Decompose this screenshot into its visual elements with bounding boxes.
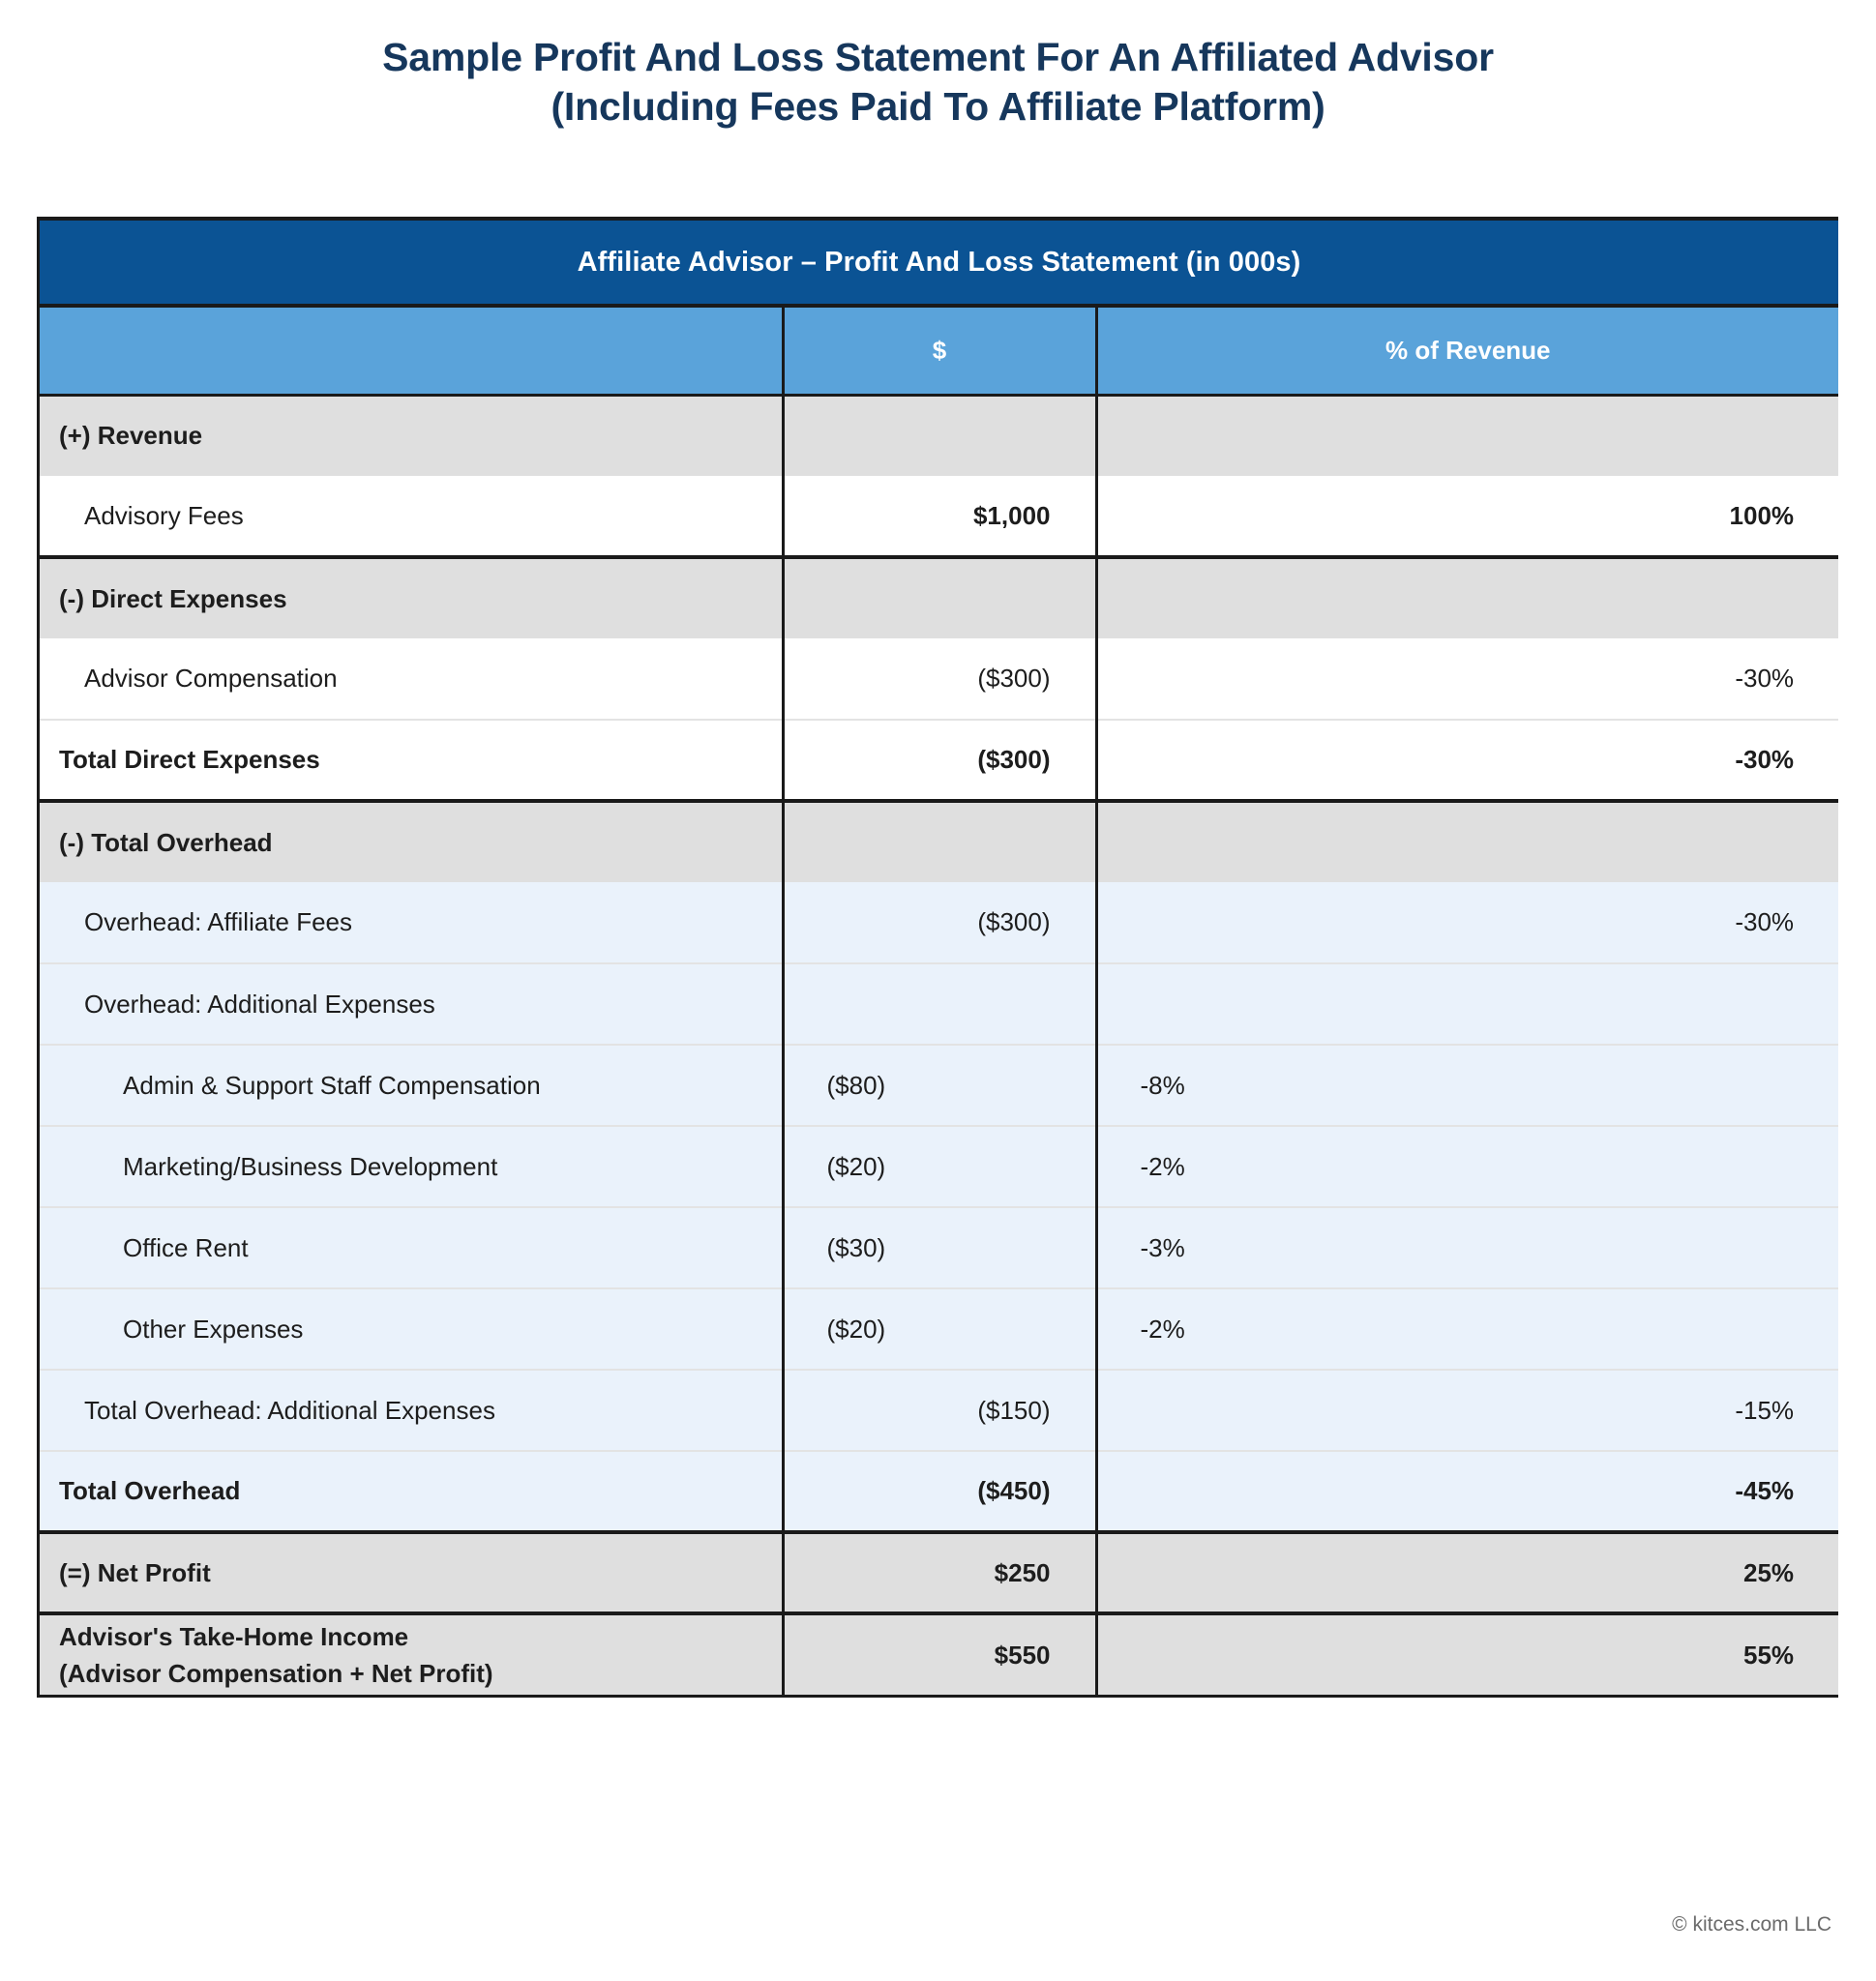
page-title-line-1: Sample Profit And Loss Statement For An Affiliated Advisor [382, 35, 1494, 79]
row-percent: -2% [1096, 1288, 1838, 1370]
row-label: Overhead: Additional Expenses [84, 989, 435, 1019]
row-label: (-) Direct Expenses [59, 583, 287, 613]
row-dollar: $550 [783, 1613, 1096, 1695]
row-percent [1096, 963, 1838, 1045]
row-label: Advisor Compensation [84, 664, 338, 693]
row-dollar: ($300) [783, 720, 1096, 801]
row-label: Total Overhead: Additional Expenses [84, 1395, 495, 1425]
table-row [40, 1451, 1838, 1532]
table-row [40, 1288, 1838, 1370]
row-dollar [783, 963, 1096, 1045]
row-percent: 100% [1096, 476, 1838, 557]
row-label: Admin & Support Staff Compensation [123, 1070, 541, 1100]
row-dollar: ($20) [783, 1126, 1096, 1207]
table-banner-text: Affiliate Advisor – Profit And Loss Statement (in 000s) [40, 221, 1838, 306]
table-row [40, 557, 1838, 638]
row-percent: -45% [1096, 1451, 1838, 1532]
column-header-dollar: $ [783, 306, 1096, 395]
row-percent: -30% [1096, 638, 1838, 720]
row-label: Advisor's Take-Home Income [59, 1622, 409, 1651]
row-percent: -2% [1096, 1126, 1838, 1207]
row-percent: -3% [1096, 1207, 1838, 1288]
row-dollar: ($300) [783, 882, 1096, 963]
footer-credit: © kitces.com LLC [1672, 1913, 1831, 1936]
row-dollar [783, 801, 1096, 882]
row-sublabel: (Advisor Compensation + Net Profit) [59, 1659, 493, 1688]
table-row [40, 638, 1838, 720]
table-row [40, 1207, 1838, 1288]
table-row [40, 1126, 1838, 1207]
row-label: Marketing/Business Development [123, 1151, 498, 1181]
pnl-table [40, 221, 1838, 1695]
row-percent: -30% [1096, 720, 1838, 801]
row-percent: 25% [1096, 1532, 1838, 1613]
column-header-percent: % of Revenue [1096, 306, 1838, 395]
row-dollar: ($450) [783, 1451, 1096, 1532]
row-dollar [783, 557, 1096, 638]
table-row [40, 1045, 1838, 1126]
row-label: Total Overhead [59, 1476, 241, 1505]
row-dollar: ($300) [783, 638, 1096, 720]
row-label: (=) Net Profit [59, 1557, 211, 1587]
row-percent: -15% [1096, 1370, 1838, 1451]
table-row [40, 963, 1838, 1045]
row-percent: 55% [1096, 1613, 1838, 1695]
row-label: Advisory Fees [84, 500, 244, 530]
row-dollar [783, 395, 1096, 476]
row-percent [1096, 557, 1838, 638]
row-dollar: $250 [783, 1532, 1096, 1613]
table-row [40, 395, 1838, 476]
table-row [40, 1370, 1838, 1451]
row-label: Other Expenses [123, 1314, 304, 1344]
row-label: (-) Total Overhead [59, 827, 273, 857]
page-title-line-2: (Including Fees Paid To Affiliate Platform) [551, 84, 1325, 129]
table-row [40, 720, 1838, 801]
column-header-label [40, 306, 783, 395]
table-row [40, 476, 1838, 557]
table-row [40, 801, 1838, 882]
row-label: Total Direct Expenses [59, 745, 320, 774]
row-percent [1096, 801, 1838, 882]
table-row [40, 1532, 1838, 1613]
row-dollar: ($30) [783, 1207, 1096, 1288]
row-dollar: ($150) [783, 1370, 1096, 1451]
row-percent: -30% [1096, 882, 1838, 963]
row-label: Office Rent [123, 1232, 249, 1262]
table-column-header-row [40, 306, 1838, 395]
table-row [40, 882, 1838, 963]
row-percent [1096, 395, 1838, 476]
row-dollar: ($80) [783, 1045, 1096, 1126]
pnl-table-container [37, 217, 1838, 1698]
row-label: Overhead: Affiliate Fees [84, 907, 353, 936]
row-dollar: $1,000 [783, 476, 1096, 557]
page-title [0, 0, 1876, 132]
table-row [40, 1613, 1838, 1695]
row-label-group [40, 1618, 782, 1692]
row-dollar: ($20) [783, 1288, 1096, 1370]
row-label: (+) Revenue [59, 421, 203, 451]
row-percent: -8% [1096, 1045, 1838, 1126]
table-banner-row [40, 221, 1838, 306]
